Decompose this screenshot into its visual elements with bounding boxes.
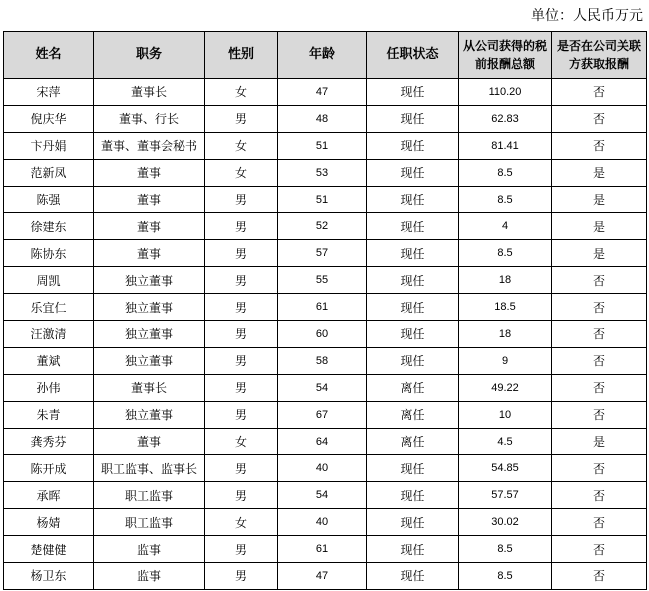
- table-row: [4, 186, 647, 213]
- cell-pay: 8.5: [459, 186, 552, 213]
- cell-status: 现任: [367, 132, 459, 159]
- cell-gender: 男: [205, 536, 278, 563]
- table-row: [4, 428, 647, 455]
- cell-age: 64: [278, 428, 367, 455]
- cell-pay: 8.5: [459, 536, 552, 563]
- cell-name: 杨婧: [4, 509, 94, 536]
- cell-age: 51: [278, 132, 367, 159]
- cell-name: 孙伟: [4, 374, 94, 401]
- cell-related: 否: [552, 321, 647, 348]
- cell-gender: 男: [205, 321, 278, 348]
- cell-related: 否: [552, 455, 647, 482]
- cell-pay: 8.5: [459, 240, 552, 267]
- header-related: 是否在公司关联方获取报酬: [552, 32, 647, 79]
- cell-gender: 男: [205, 347, 278, 374]
- cell-gender: 男: [205, 105, 278, 132]
- table-row: [4, 347, 647, 374]
- cell-related: 否: [552, 347, 647, 374]
- cell-age: 58: [278, 347, 367, 374]
- cell-gender: 女: [205, 79, 278, 106]
- cell-gender: 男: [205, 455, 278, 482]
- cell-name: 董斌: [4, 347, 94, 374]
- cell-age: 53: [278, 159, 367, 186]
- cell-status: 现任: [367, 321, 459, 348]
- cell-pay: 18: [459, 267, 552, 294]
- header-gender: 性别: [205, 32, 278, 79]
- cell-related: 否: [552, 105, 647, 132]
- cell-gender: 女: [205, 159, 278, 186]
- cell-name: 陈强: [4, 186, 94, 213]
- cell-pay: 30.02: [459, 509, 552, 536]
- cell-related: 否: [552, 294, 647, 321]
- cell-pay: 4: [459, 213, 552, 240]
- cell-status: 离任: [367, 428, 459, 455]
- cell-age: 51: [278, 186, 367, 213]
- cell-pay: 18: [459, 321, 552, 348]
- cell-name: 杨卫东: [4, 563, 94, 590]
- cell-status: 现任: [367, 213, 459, 240]
- cell-name: 陈开成: [4, 455, 94, 482]
- cell-status: 现任: [367, 563, 459, 590]
- cell-status: 现任: [367, 267, 459, 294]
- cell-related: 是: [552, 213, 647, 240]
- cell-gender: 男: [205, 294, 278, 321]
- table-row: [4, 132, 647, 159]
- cell-name: 卞丹娟: [4, 132, 94, 159]
- cell-gender: 女: [205, 428, 278, 455]
- cell-age: 55: [278, 267, 367, 294]
- cell-age: 60: [278, 321, 367, 348]
- cell-related: 否: [552, 482, 647, 509]
- cell-name: 承晖: [4, 482, 94, 509]
- cell-position: 监事: [94, 563, 205, 590]
- cell-age: 40: [278, 509, 367, 536]
- cell-name: 乐宜仁: [4, 294, 94, 321]
- cell-status: 离任: [367, 374, 459, 401]
- cell-status: 现任: [367, 105, 459, 132]
- cell-age: 67: [278, 401, 367, 428]
- cell-gender: 男: [205, 482, 278, 509]
- table-row: [4, 536, 647, 563]
- cell-pay: 8.5: [459, 159, 552, 186]
- cell-age: 54: [278, 482, 367, 509]
- cell-position: 独立董事: [94, 321, 205, 348]
- cell-position: 职工监事、监事长: [94, 455, 205, 482]
- header-status: 任职状态: [367, 32, 459, 79]
- cell-name: 朱青: [4, 401, 94, 428]
- cell-age: 47: [278, 79, 367, 106]
- cell-name: 范新凤: [4, 159, 94, 186]
- cell-name: 陈协东: [4, 240, 94, 267]
- cell-status: 离任: [367, 401, 459, 428]
- cell-gender: 男: [205, 563, 278, 590]
- table-row: [4, 159, 647, 186]
- cell-position: 职工监事: [94, 482, 205, 509]
- cell-related: 否: [552, 563, 647, 590]
- cell-related: 否: [552, 374, 647, 401]
- cell-position: 董事: [94, 186, 205, 213]
- cell-related: 否: [552, 132, 647, 159]
- cell-gender: 男: [205, 401, 278, 428]
- cell-pay: 49.22: [459, 374, 552, 401]
- cell-position: 董事: [94, 240, 205, 267]
- cell-age: 61: [278, 294, 367, 321]
- cell-status: 现任: [367, 536, 459, 563]
- cell-pay: 8.5: [459, 563, 552, 590]
- table-header-row: [4, 32, 647, 79]
- cell-pay: 62.83: [459, 105, 552, 132]
- table-row: [4, 401, 647, 428]
- cell-name: 龚秀芬: [4, 428, 94, 455]
- header-age: 年龄: [278, 32, 367, 79]
- table-row: [4, 213, 647, 240]
- cell-position: 董事、董事会秘书: [94, 132, 205, 159]
- cell-gender: 男: [205, 374, 278, 401]
- cell-pay: 10: [459, 401, 552, 428]
- cell-related: 是: [552, 159, 647, 186]
- cell-name: 徐建东: [4, 213, 94, 240]
- cell-name: 倪庆华: [4, 105, 94, 132]
- cell-name: 宋萍: [4, 79, 94, 106]
- table-row: [4, 374, 647, 401]
- table-body: [4, 79, 647, 590]
- cell-status: 现任: [367, 240, 459, 267]
- cell-status: 现任: [367, 79, 459, 106]
- cell-status: 现任: [367, 509, 459, 536]
- cell-age: 52: [278, 213, 367, 240]
- cell-gender: 男: [205, 267, 278, 294]
- cell-position: 董事: [94, 213, 205, 240]
- table-row: [4, 294, 647, 321]
- table-row: [4, 267, 647, 294]
- cell-gender: 女: [205, 132, 278, 159]
- cell-age: 40: [278, 455, 367, 482]
- table-row: [4, 509, 647, 536]
- cell-gender: 男: [205, 186, 278, 213]
- cell-status: 现任: [367, 347, 459, 374]
- cell-position: 独立董事: [94, 294, 205, 321]
- header-position: 职务: [94, 32, 205, 79]
- cell-status: 现任: [367, 159, 459, 186]
- cell-pay: 9: [459, 347, 552, 374]
- cell-position: 独立董事: [94, 401, 205, 428]
- table-row: [4, 455, 647, 482]
- table-row: [4, 482, 647, 509]
- cell-gender: 女: [205, 509, 278, 536]
- cell-gender: 男: [205, 213, 278, 240]
- cell-age: 48: [278, 105, 367, 132]
- cell-position: 董事、行长: [94, 105, 205, 132]
- table-row: [4, 105, 647, 132]
- cell-pay: 110.20: [459, 79, 552, 106]
- table-row: [4, 240, 647, 267]
- cell-related: 是: [552, 428, 647, 455]
- cell-name: 周凯: [4, 267, 94, 294]
- cell-pay: 18.5: [459, 294, 552, 321]
- cell-position: 董事长: [94, 79, 205, 106]
- cell-related: 否: [552, 536, 647, 563]
- cell-related: 是: [552, 186, 647, 213]
- cell-age: 54: [278, 374, 367, 401]
- cell-related: 是: [552, 240, 647, 267]
- cell-position: 董事长: [94, 374, 205, 401]
- cell-age: 57: [278, 240, 367, 267]
- cell-related: 否: [552, 79, 647, 106]
- header-name: 姓名: [4, 32, 94, 79]
- cell-position: 独立董事: [94, 347, 205, 374]
- table-row: [4, 563, 647, 590]
- header-pay: 从公司获得的税前报酬总额: [459, 32, 552, 79]
- cell-name: 汪激清: [4, 321, 94, 348]
- table-row: [4, 321, 647, 348]
- compensation-table: [3, 31, 647, 590]
- cell-position: 独立董事: [94, 267, 205, 294]
- cell-pay: 4.5: [459, 428, 552, 455]
- cell-gender: 男: [205, 240, 278, 267]
- cell-pay: 54.85: [459, 455, 552, 482]
- cell-pay: 57.57: [459, 482, 552, 509]
- cell-related: 否: [552, 509, 647, 536]
- cell-related: 否: [552, 267, 647, 294]
- table-row: [4, 79, 647, 106]
- cell-position: 职工监事: [94, 509, 205, 536]
- cell-position: 董事: [94, 428, 205, 455]
- cell-pay: 81.41: [459, 132, 552, 159]
- cell-status: 现任: [367, 455, 459, 482]
- cell-related: 否: [552, 401, 647, 428]
- unit-label: 单位：人民币万元: [531, 8, 643, 24]
- cell-position: 董事: [94, 159, 205, 186]
- cell-status: 现任: [367, 482, 459, 509]
- cell-position: 监事: [94, 536, 205, 563]
- cell-age: 61: [278, 536, 367, 563]
- cell-status: 现任: [367, 186, 459, 213]
- cell-name: 楚健健: [4, 536, 94, 563]
- cell-age: 47: [278, 563, 367, 590]
- cell-status: 现任: [367, 294, 459, 321]
